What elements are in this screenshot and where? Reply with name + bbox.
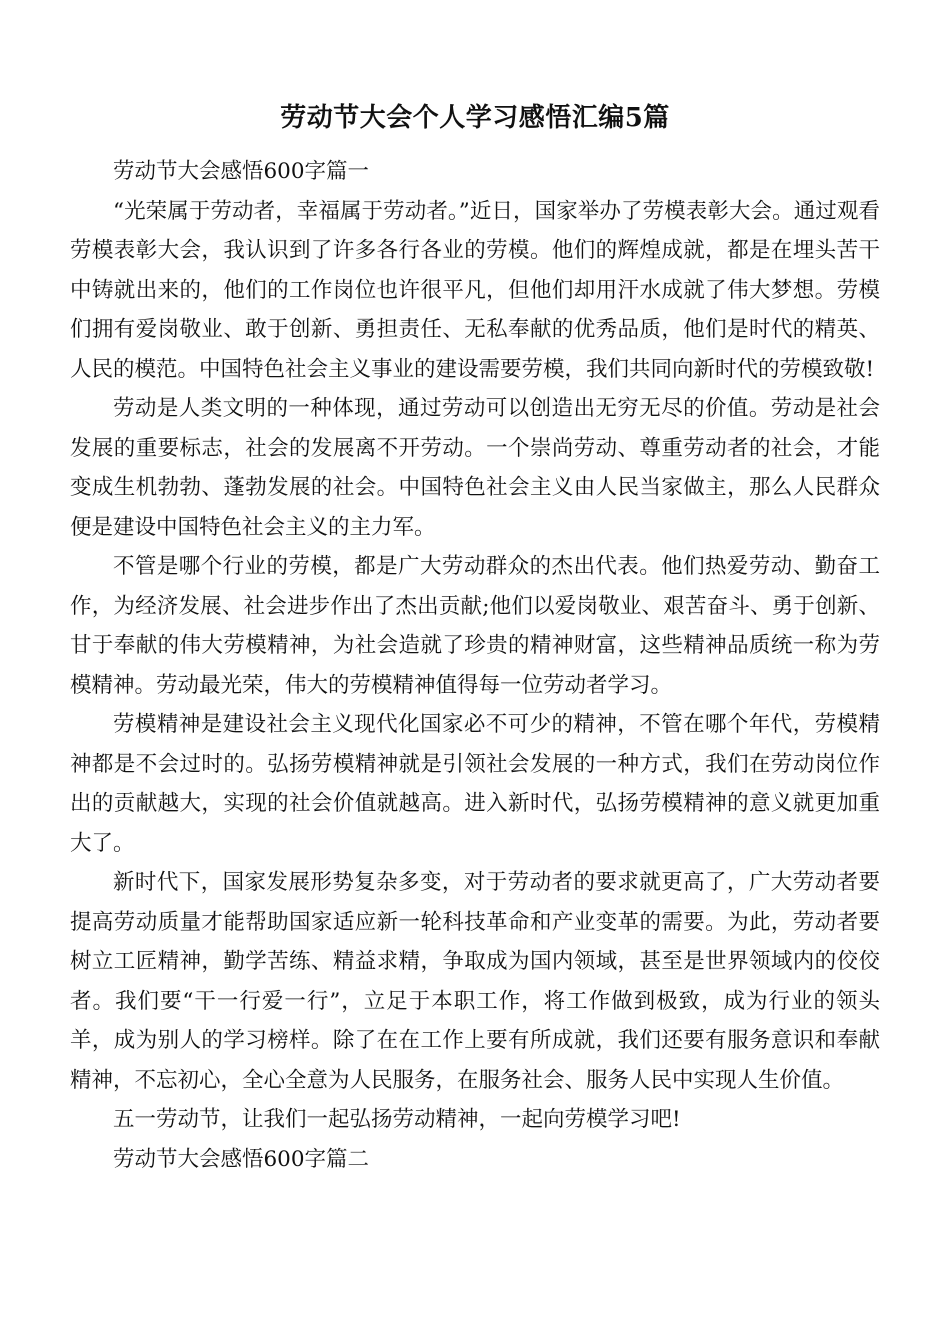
paragraph-3: 不管是哪个行业的劳模，都是广大劳动群众的杰出代表。他们热爱劳动、勤奋工作，为经济发展、社会进步作出了杰出贡献;他们以爱岗敬业、艰苦奋斗、勇于创新、甘于奉献的伟大劳模精神，为社会造就了珍贵的精神财富，这些精神品质统一称为劳模精神。劳动最光荣，伟大的劳模精神值得每一位劳动者学习。 (70, 554, 880, 698)
paragraph-2: 劳动是人类文明的一种体现，通过劳动可以创造出无穷无尽的价值。劳动是社会发展的重要标志，社会的发展离不开劳动。一个崇尚劳动、尊重劳动者的社会，才能变成生机勃勃、蓬勃发展的社会。中国特色社会主义由人民当家做主，那么人民群众便是建设中国特色社会主义的主力军。 (70, 396, 880, 540)
document-body (70, 152, 880, 1179)
section-heading-two: 劳动节大会感悟600字篇二 (113, 1146, 370, 1172)
document-title: 劳动节大会个人学习感悟汇编5篇 (280, 103, 670, 133)
paragraph-6: 五一劳动节，让我们一起弘扬劳动精神，一起向劳模学习吧! (113, 1107, 681, 1132)
paragraph-4: 劳模精神是建设社会主义现代化国家必不可少的精神，不管在哪个年代，劳模精神都是不会过时的。弘扬劳模精神就是引领社会发展的一种方式，我们在劳动岗位作出的贡献越大，实现的社会价值就越高。进入新时代，弘扬劳模精神的意义就更加重大了。 (70, 712, 880, 856)
section-heading-one: 劳动节大会感悟600字篇一 (113, 159, 370, 184)
paragraph-5: 新时代下，国家发展形势复杂多变，对于劳动者的要求就更高了，广大劳动者要提高劳动质量才能帮助国家适应新一轮科技革命和产业变革的需要。为此，劳动者要树立工匠精神，勤学苦练、精益求精，争取成为国内领域，甚至是世界领域内的佼佼者。我们要“干一行爱一行”，立足于本职工作，将工作做到极致，成为行业的领头羊，成为别人的学习榜样。除了在在工作上要有所成就，我们还要有服务意识和奉献精神，不忘初心，全心全意为人民服务，在服务社会、服务人民中实现人生价值。 (70, 870, 880, 1093)
paragraph-1: “光荣属于劳动者，幸福属于劳动者。”近日，国家举办了劳模表彰大会。通过观看劳模表彰大会，我认识到了许多各行各业的劳模。他们的辉煌成就，都是在埋头苦干中铸就出来的，他们的工作岗位也许很平凡，但他们却用汗水成就了伟大梦想。劳模们拥有爱岗敬业、敢于创新、勇担责任、无私奉献的优秀品质，他们是时代的精英、人民的模范。中国特色社会主义事业的建设需要劳模，我们共同向新时代的劳模致敬! (70, 198, 880, 382)
